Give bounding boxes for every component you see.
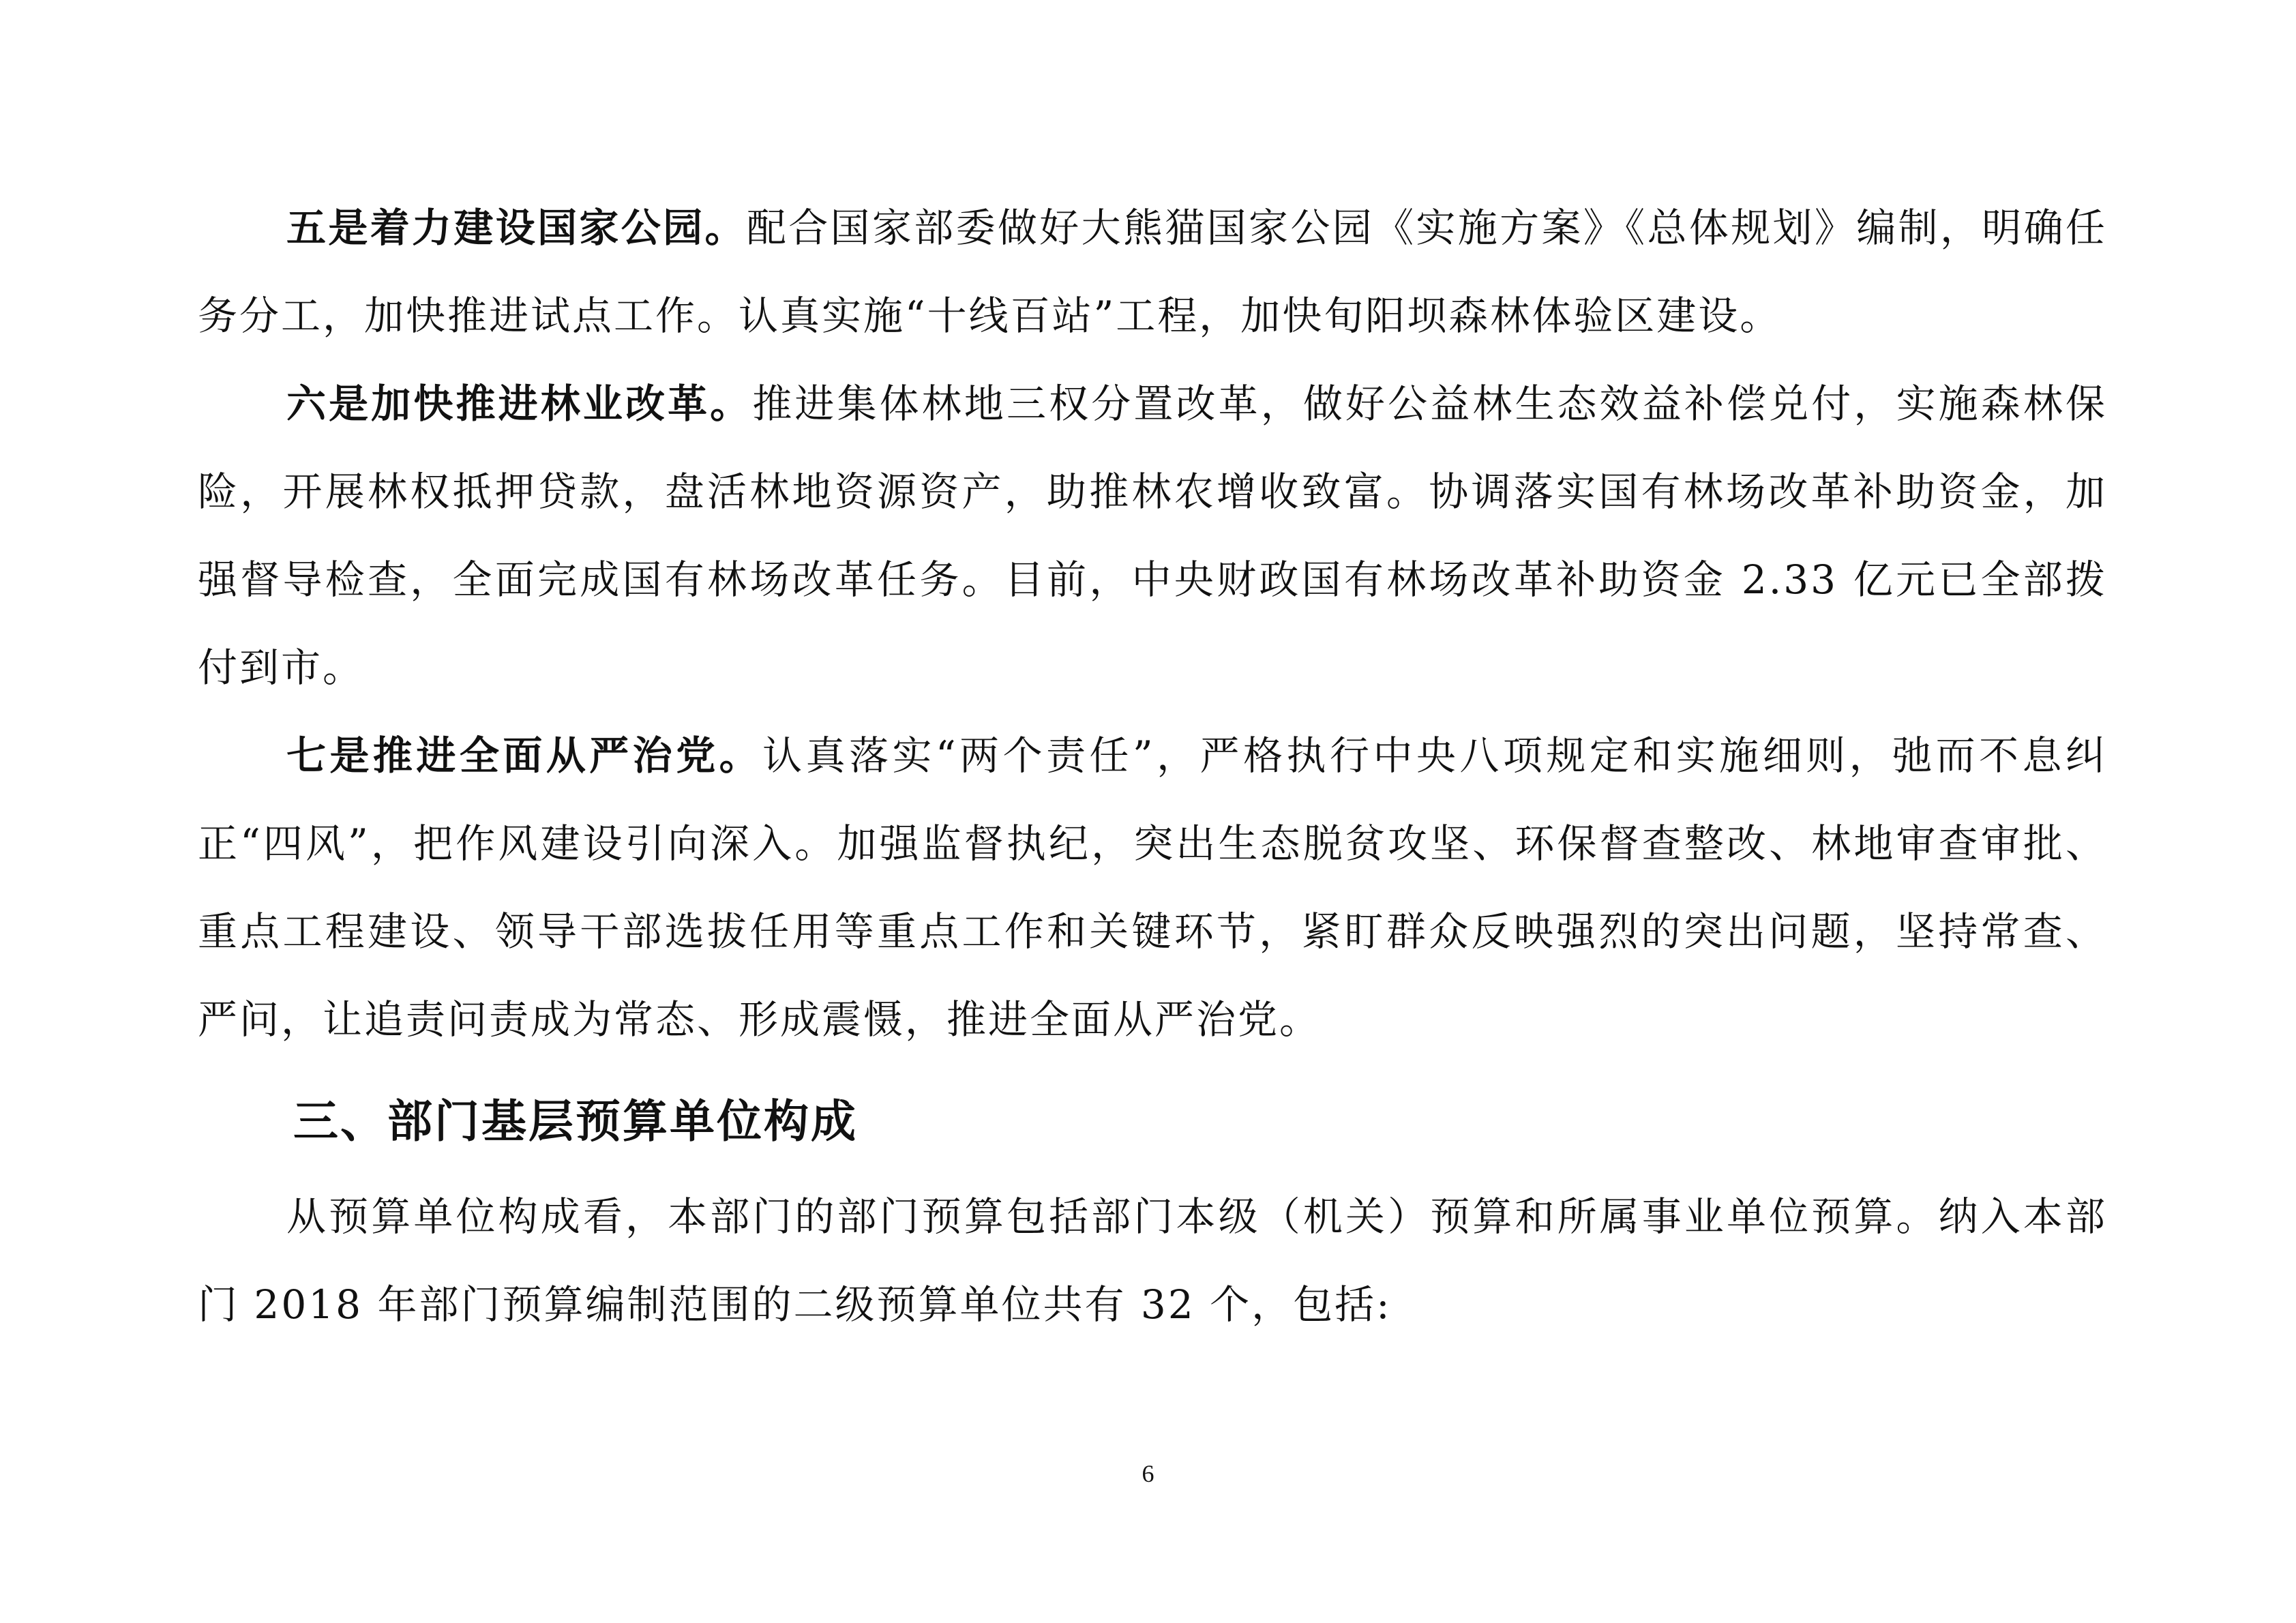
- paragraph-lead: 五是着力建设国家公园。: [286, 205, 747, 251]
- page-content: [198, 184, 2107, 1349]
- paragraph-body: 配合国家部委做好大熊猫国家公园《实施方案》《总体规划》编制，明确任务分工，加快推进试点工作。认真实施“十线百站”工程，加快旬阳坝森林体验区建设。: [198, 205, 2107, 339]
- section-heading: 三、部门基层预算单位构成: [293, 1095, 858, 1148]
- section-paragraph: 从预算单位构成看，本部门的部门预算包括部门本级（机关）预算和所属事业单位预算。纳入本部门 2018 年部门预算编制范围的二级预算单位共有 32 个，包括:: [198, 1193, 2107, 1328]
- paragraph-forestry-reform: [198, 360, 2107, 712]
- paragraph-national-park: [198, 184, 2107, 360]
- paragraph-party-discipline: [198, 712, 2107, 1064]
- paragraph-lead: 六是加快推进林业改革。: [286, 381, 753, 427]
- page-number: 6: [1142, 1460, 1154, 1487]
- paragraph-body: 推进集体林地三权分置改革，做好公益林生态效益补偿兑付，实施森林保险，开展林权抵押贷款，盘活林地资源资产，助推林农增收致富。协调落实国有林场改革补助资金，加强督导检查，全面完成国有林场改革任务。目前，中央财政国有林场改革补助资金 2.33 亿元已全部拨付到市。: [198, 381, 2107, 691]
- paragraph-body: 认真落实“两个责任”，严格执行中央八项规定和实施细则，弛而不息纠正“四风”，把作风建设引向深入。加强监督执纪，突出生态脱贫攻坚、环保督查整改、林地审查审批、重点工程建设、领导干部选拔任用等重点工作和关键环节，紧盯群众反映强烈的突出问题，坚持常查、严问，让追责问责成为常态、形成震慑，推进全面从严治党。: [198, 732, 2107, 1043]
- paragraph-lead: 七是推进全面从严治党。: [286, 732, 763, 779]
